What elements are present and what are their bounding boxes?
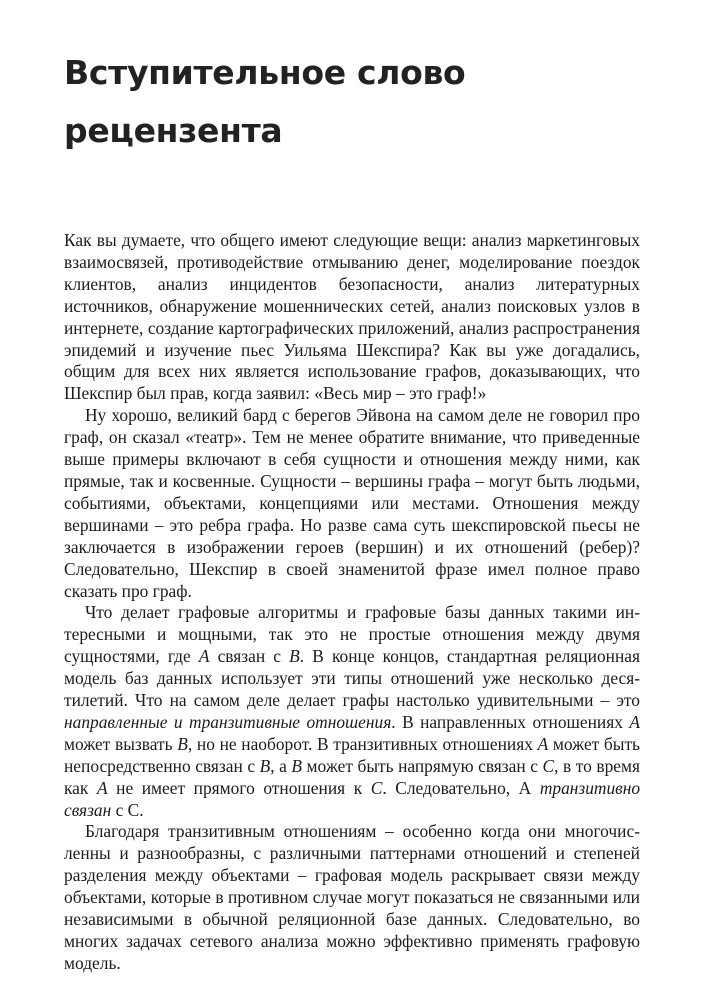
page-title-line-1: Вступительное слово [64,53,466,92]
text-run: Что делает графовые алгоритмы и графовые базы данных такими интересными и мощными, так это не простые отношения между двумя сущностями, где [64,602,640,667]
text-run: Как вы думаете, что общего имеют следующие вещи: анализ маркетинговых взаимосвязей, противодействие отмыванию денег, моделирование поездок клиентов, анализ инцидентов безопасности, анализ литературных источников, обнаружение мошеннических сетей, анализ поисковых узлов в интернете, создание картографических приложений, анализ распространения эпидемий и изучение пьес Уильяма Шекспира? Как вы уже догадались, общим для всех них является использование графов, доказывающих, что Шекспир был прав, когда заявил: «Весь мир – это граф!» [64,230,640,404]
italic-text: B [289,646,300,667]
text-run: может быть напрямую связан с [302,755,543,776]
italic-text: A [198,646,210,667]
text-run: Благодаря транзитивным отношениям – особенно когда они многочисленны и разнообразны, с различными паттернами отношений и степеней разделения между объектами – графовая модель раскрывает связи между объектами, которые в противном случае могут показаться не связанными или независимыми в обычной реляционной базе данных. Следовательно, во многих задачах сетевого анализа можно эффективно применять графовую модель. [64,821,640,973]
text-run: Ну хорошо, великий бард с берегов Эйвона на самом деле не говорил про граф, он сказал «театр». Тем не менее обратите внимание, что приведенные выше примеры включают в себя сущности и отношения между ними, как прямые, так и косвенные. Сущности – вершины графа – могут быть людьми, событиями, объектами, концепциями или местами. Отношения между вершинами – это ребра графа. Но разве сама суть шекспировской пьесы не заключается в изображении героев (вершин) и их отношений (ребер)? Следовательно, Шекспир в своей знаменитой фразе имел полное право сказать про граф. [64,405,640,601]
text-run: , в то время как [64,755,640,798]
text-run: может быть непосредственно связан с [64,733,640,776]
italic-text: C [370,777,383,798]
paragraph [64,821,640,974]
text-run: . Следовательно, А [382,777,540,798]
text-run: , а [270,755,292,776]
text-run: связан с [209,646,290,667]
italic-text: B [259,755,271,776]
italic-text: направленные и транзитивные отношения [64,711,392,732]
body-text [64,230,640,975]
italic-text: A [629,711,640,732]
italic-text: A [96,777,108,798]
page-title [64,44,644,160]
italic-text: A [537,733,549,754]
text-run: . В конце концов, стандартная реляционная модель баз данных использует эти типы отношений уже несколько десятилетий. Что на самом деле делает графы настолько удивительными – это [64,646,641,711]
italic-text: B [177,733,188,754]
text-run: с С. [111,799,144,820]
page-title-line-2: рецензента [64,111,283,150]
italic-text: B [291,755,303,776]
text-run: . В направленных отношениях [391,711,630,732]
text-run: , но не наоборот. В транзитивных отношениях [187,733,538,754]
text-run: может вызвать [64,733,178,754]
paragraph [64,230,640,405]
paragraph [64,405,640,602]
text-run: не имеет прямого отношения к [107,777,371,798]
italic-text: транзитивно связан [64,777,641,820]
paragraph [64,602,640,821]
italic-text: C [542,755,555,776]
